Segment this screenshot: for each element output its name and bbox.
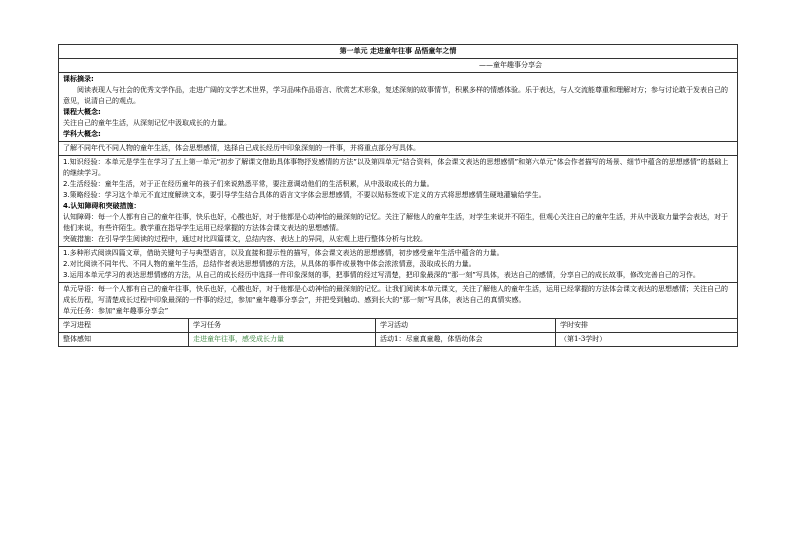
goal-item: 1.多种形式阅读四篇文章，借助关键句子与典型语言，以及直接和提示性的描写，体会课文表达的思想感情，初步感受童年生活中蕴含的力量。	[63, 249, 504, 257]
header-activity: 学习活动	[376, 319, 556, 333]
cognition-item: 认知障碍：每一个人都有自己的童年往事，快乐也好，心酸也好，对于他都是心动神怡的最深刻的记忆。关注了解他人的童年生活，对学生来说并不陌生，但观心关注自己的童年生活，并从中汲取力量学会表达，对于他们来说，有些许陌生。教学重在指导学生运用已经掌握的方法体会课文表达的思想感情。	[63, 213, 728, 232]
header-process: 学习进程	[59, 319, 189, 333]
big-concept-label: 课程大概念:	[63, 108, 101, 116]
unit-guide-text: 单元导语：每一个人都有自己的童年往事，快乐也好，心酸也好，对于他都是心动神怡的最深刻的记忆。让我们阅读本单元课文，关注了解他人的童年生活，运用已经掌握的方法体会课文表达的思想感情；关注自己的成长历程，写清楚成长过程中印象最深的一件事的经过，参加“童年趣事分享会”，并把受到触动、感到长大的“那一刻”写具体，表达自己的真情实感。	[63, 285, 728, 304]
unit-guide-section	[59, 283, 738, 319]
cell-process: 整体感知	[59, 333, 189, 347]
unit-task-text: 单元任务：参加“童年趣事分享会”	[63, 307, 169, 315]
cell-task: 走进童年往事，感受成长力量	[189, 333, 376, 347]
goal-item: 2.对比阅读不同年代、不同人物的童年生活，总结作者表达思想情感的方法，从具体的事件或景物中体会浓浓情意，汲取成长的力量。	[63, 260, 476, 268]
analysis-item: 2.生活经验：童年生活，对于正在经历童年的孩子们来说熟悉平常，要注意调动他们的生活积累，从中汲取成长的力量。	[63, 180, 434, 188]
subject-concept-label: 学科大概念:	[63, 130, 101, 138]
curriculum-label: 课标摘录:	[63, 75, 94, 83]
analysis-item: 3.策略经验：学习这个单元不直过度解读文本，要引导学生结合具体的语言文字体会思想感情，不要以贴标签或下定义的方式将思想感情生硬地灌输给学生。	[63, 191, 546, 199]
goals-section	[59, 247, 738, 283]
big-concept-text: 关注自己的童年生活，从深刻记忆中汲取成长的力量。	[63, 119, 231, 127]
curriculum-text: 阅读表现人与社会的优秀文学作品，走进广阔的文学艺术世界，学习品味作品语言、欣赏艺术形象，复述深刻的故事情节，积累多样的情感体验。乐于表达，与人交流能尊重和理解对方；参与讨论敢于发表自己的意见，说清自己的观点。	[63, 86, 728, 105]
header-task: 学习任务	[189, 319, 376, 333]
cell-activity: 活动1：尽童真童趣，体悟幼体会	[376, 333, 556, 347]
unit-plan-table	[58, 44, 738, 347]
unit-title: 第一单元 走进童年往事 品悟童年之情	[59, 45, 738, 59]
unit-subtitle: ——童年趣事分享会	[59, 59, 738, 73]
cell-hours: （第1-3学时）	[556, 333, 738, 347]
goal-item: 3.运用本单元学习的表达思想情感的方法，从自己的成长经历中选择一件印象深刻的事，把事情的经过写清楚，把印象最深的“那一刻”写具体，表达自己的感情，分享自己的成长故事，修改完善自己的习作。	[63, 271, 700, 279]
analysis-section	[59, 156, 738, 247]
cognition-label: 4.认知障碍和突破措施：	[63, 202, 141, 210]
analysis-item: 1.知识经验：本单元是学生在学习了五上第一单元“初步了解课文借助具体事物抒发感情的方法”以及第四单元“结合资料，体会课文表达的思想感情”和第六单元“体会作者描写的场景、细节中蕴含的思想感情”的基础上的继续学习。	[63, 158, 729, 177]
curriculum-section	[59, 73, 738, 142]
header-hours: 学时安排	[556, 319, 738, 333]
cognition-item: 突破措施：在引导学生阅读的过程中，通过对比四篇课文，总结内容、表达上的异同，从宏观上进行整体分析与比较。	[63, 235, 427, 243]
subject-concept-text: 了解不同年代不同人物的童年生活，体会思想感情，选择自己成长经历中印象深刻的一件事，并将重点部分写具体。	[59, 142, 738, 156]
